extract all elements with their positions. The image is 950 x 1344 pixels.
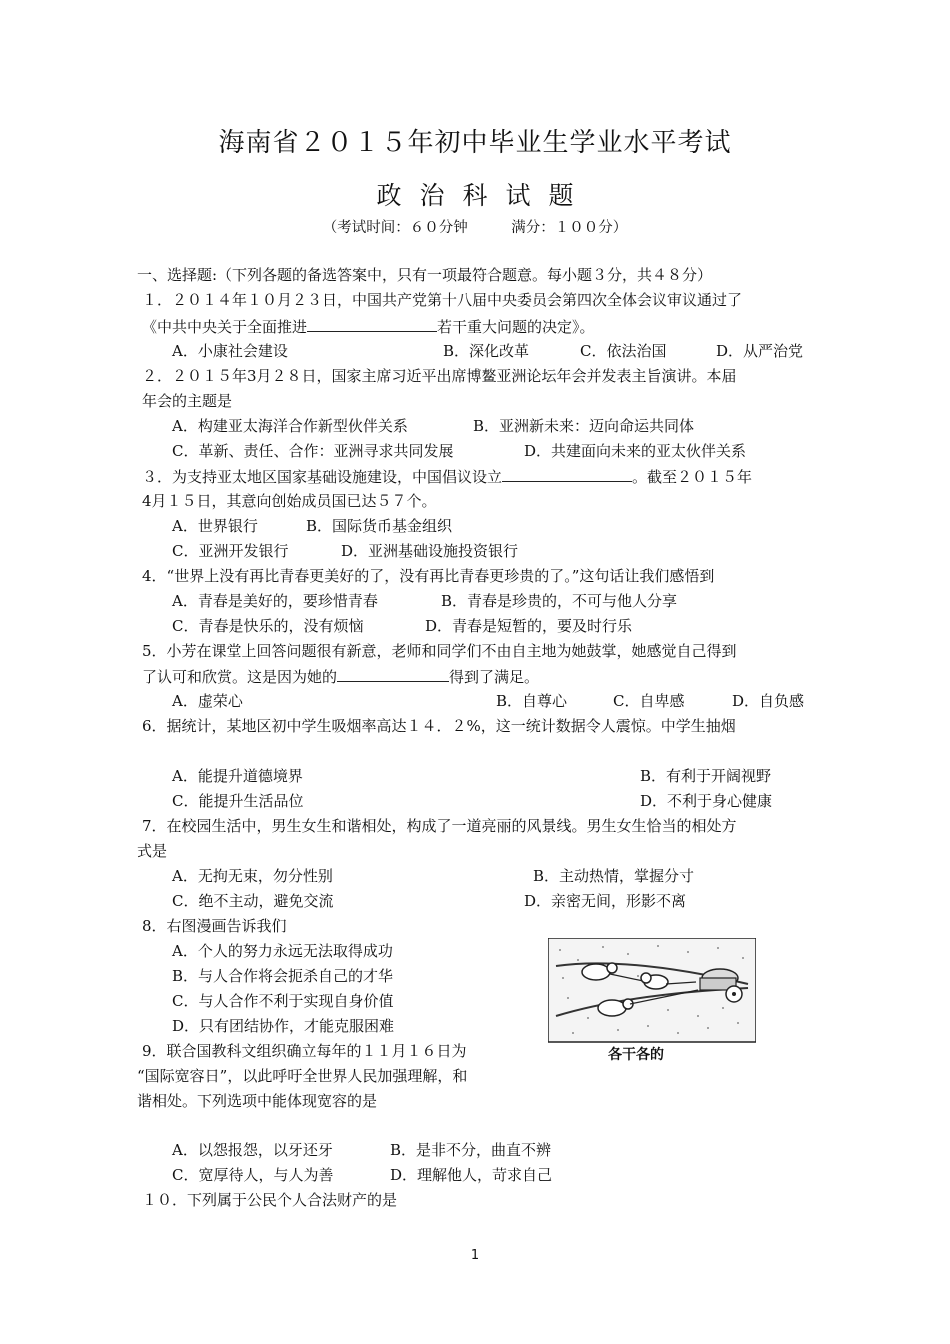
section-heading: 一、选择题:（下列各题的备选答案中，只有一项最符合题意。每小题３分，共４８分） [137,266,713,284]
cartoon-caption: 各干各的 [608,1047,664,1063]
q6-option-d: D．不利于身心健康 [640,792,773,810]
q2-stem-line1: ２．２０１５年3月２８日，国家主席习近平出席博鳌亚洲论坛年会并发表主旨演讲。本届 [142,367,737,385]
exam-subject: 政治科试题 [376,181,592,210]
q8-option-b: B．与人合作将会扼杀自己的才华 [172,967,394,985]
q6-option-c: C．能提升生活品位 [172,792,304,810]
q8-option-c: C．与人合作不利于实现自身价值 [172,992,394,1010]
q2-option-d: D．共建面向未来的亚太伙伴关系 [524,442,747,460]
q4-option-b: B．青春是珍贵的，不可与他人分享 [441,592,678,610]
q1-stem-line2 [142,316,595,337]
q5-stem-part2: 得到了满足。 [449,668,540,686]
q7-stem-line2: 式是 [137,842,168,860]
q9-option-b: B．是非不分，曲直不辨 [390,1141,552,1159]
q1-option-d: D．从严治党 [716,342,804,360]
q9-stem-line1: 9．联合国教科文组织确立每年的１１月１６日为 [142,1042,467,1060]
q3-option-d: D．亚洲基础设施投资银行 [341,542,519,560]
q8-option-a: A．个人的努力永远无法取得成功 [172,942,393,960]
q6-stem: 6．据统计，某地区初中学生吸烟率高达１４．２%，这一统计数据令人震惊。中学生抽烟 [142,717,736,735]
q1-option-a: A．小康社会建设 [172,342,288,360]
page-number: 1 [470,1248,480,1263]
q7-option-c: C．绝不主动，避免交流 [172,892,334,910]
q1-stem-part2: 若干重大问题的决定》。 [437,318,595,336]
q5-option-c: C．自卑感 [613,692,685,710]
q4-option-c: C．青春是快乐的，没有烦恼 [172,617,364,635]
q4-option-d: D．青春是短暂的，要及时行乐 [425,617,633,635]
q6-option-b: B．有利于开阔视野 [640,767,772,785]
q5-stem-part1: 了认可和欣赏。这是因为她的 [142,668,338,686]
q5-stem-line2 [142,666,539,687]
q3-stem-part2: 。截至２０１５年 [632,468,753,486]
q10-stem: １０．下列属于公民个人合法财产的是 [142,1191,398,1209]
q3-option-b: B．国际货币基金组织 [306,517,453,535]
q4-stem: 4．“世界上没有再比青春更美好的了，没有再比青春更珍贵的了。”这句话让我们感悟到 [142,567,715,585]
q3-option-c: C．亚洲开发银行 [172,542,289,560]
q3-stem-part1: ３．为支持亚太地区国家基础设施建设，中国倡议设立 [142,468,503,486]
q1-blank [307,316,437,332]
q9-stem-line3: 谐相处。下列选项中能体现宽容的是 [137,1092,378,1110]
exam-title: 海南省２０１５年初中毕业生学业水平考试 [218,128,732,158]
q3-blank [502,466,632,482]
q2-option-b: B．亚洲新未来：迈向命运共同体 [473,417,695,435]
q7-stem-line1: 7．在校园生活中，男生女生和谐相处，构成了一道亮丽的风景线。男生女生恰当的相处方 [142,817,737,835]
q2-option-c: C．革新、责任、合作：亚洲寻求共同发展 [172,442,454,460]
q2-option-a: A．构建亚太海洋合作新型伙伴关系 [172,417,408,435]
q9-option-c: C．宽厚待人，与人为善 [172,1166,334,1184]
q2-stem-line2: 年会的主题是 [142,392,233,410]
q1-stem-line1: １．２０１４年１０月２３日，中国共产党第十八届中央委员会第四次全体会议审议通过了 [142,291,743,309]
q9-option-a: A．以怨报怨，以牙还牙 [172,1141,333,1159]
q3-option-a: A．世界银行 [172,517,258,535]
q9-option-d: D．理解他人，苛求自己 [390,1166,553,1184]
q9-stem-line2: “国际宽容日”，以此呼吁全世界人民加强理解，和 [137,1067,468,1085]
q6-option-a: A．能提升道德境界 [172,767,303,785]
q1-option-b: B．深化改革 [443,342,530,360]
q3-stem-line2: 4月１５日，其意向创始成员国已达５７个。 [142,492,437,510]
q8-option-d: D．只有团结协作，才能克服困难 [172,1017,395,1035]
q1-option-c: C．依法治国 [580,342,667,360]
q5-stem-line1: 5．小芳在课堂上回答问题很有新意，老师和同学们不由自主地为她鼓掌，她感觉自己得到 [142,642,737,660]
q3-stem-line1 [142,466,752,487]
q5-option-b: B．自尊心 [496,692,568,710]
cartoon-illustration [548,938,756,1066]
q5-option-a: A．虚荣心 [172,692,243,710]
q8-stem: 8．右图漫画告诉我们 [142,917,287,935]
q5-option-d: D．自负感 [732,692,805,710]
q7-option-b: B．主动热情，掌握分寸 [533,867,695,885]
q4-option-a: A．青春是美好的，要珍惜青春 [172,592,378,610]
exam-info: （考试时间：６０分钟 满分：１００分） [322,220,628,236]
q7-option-d: D．亲密无间，形影不离 [524,892,687,910]
q1-stem-part1: 《中共中央关于全面推进 [142,318,308,336]
q7-option-a: A．无拘无束，勿分性别 [172,867,333,885]
q5-blank [337,666,449,682]
